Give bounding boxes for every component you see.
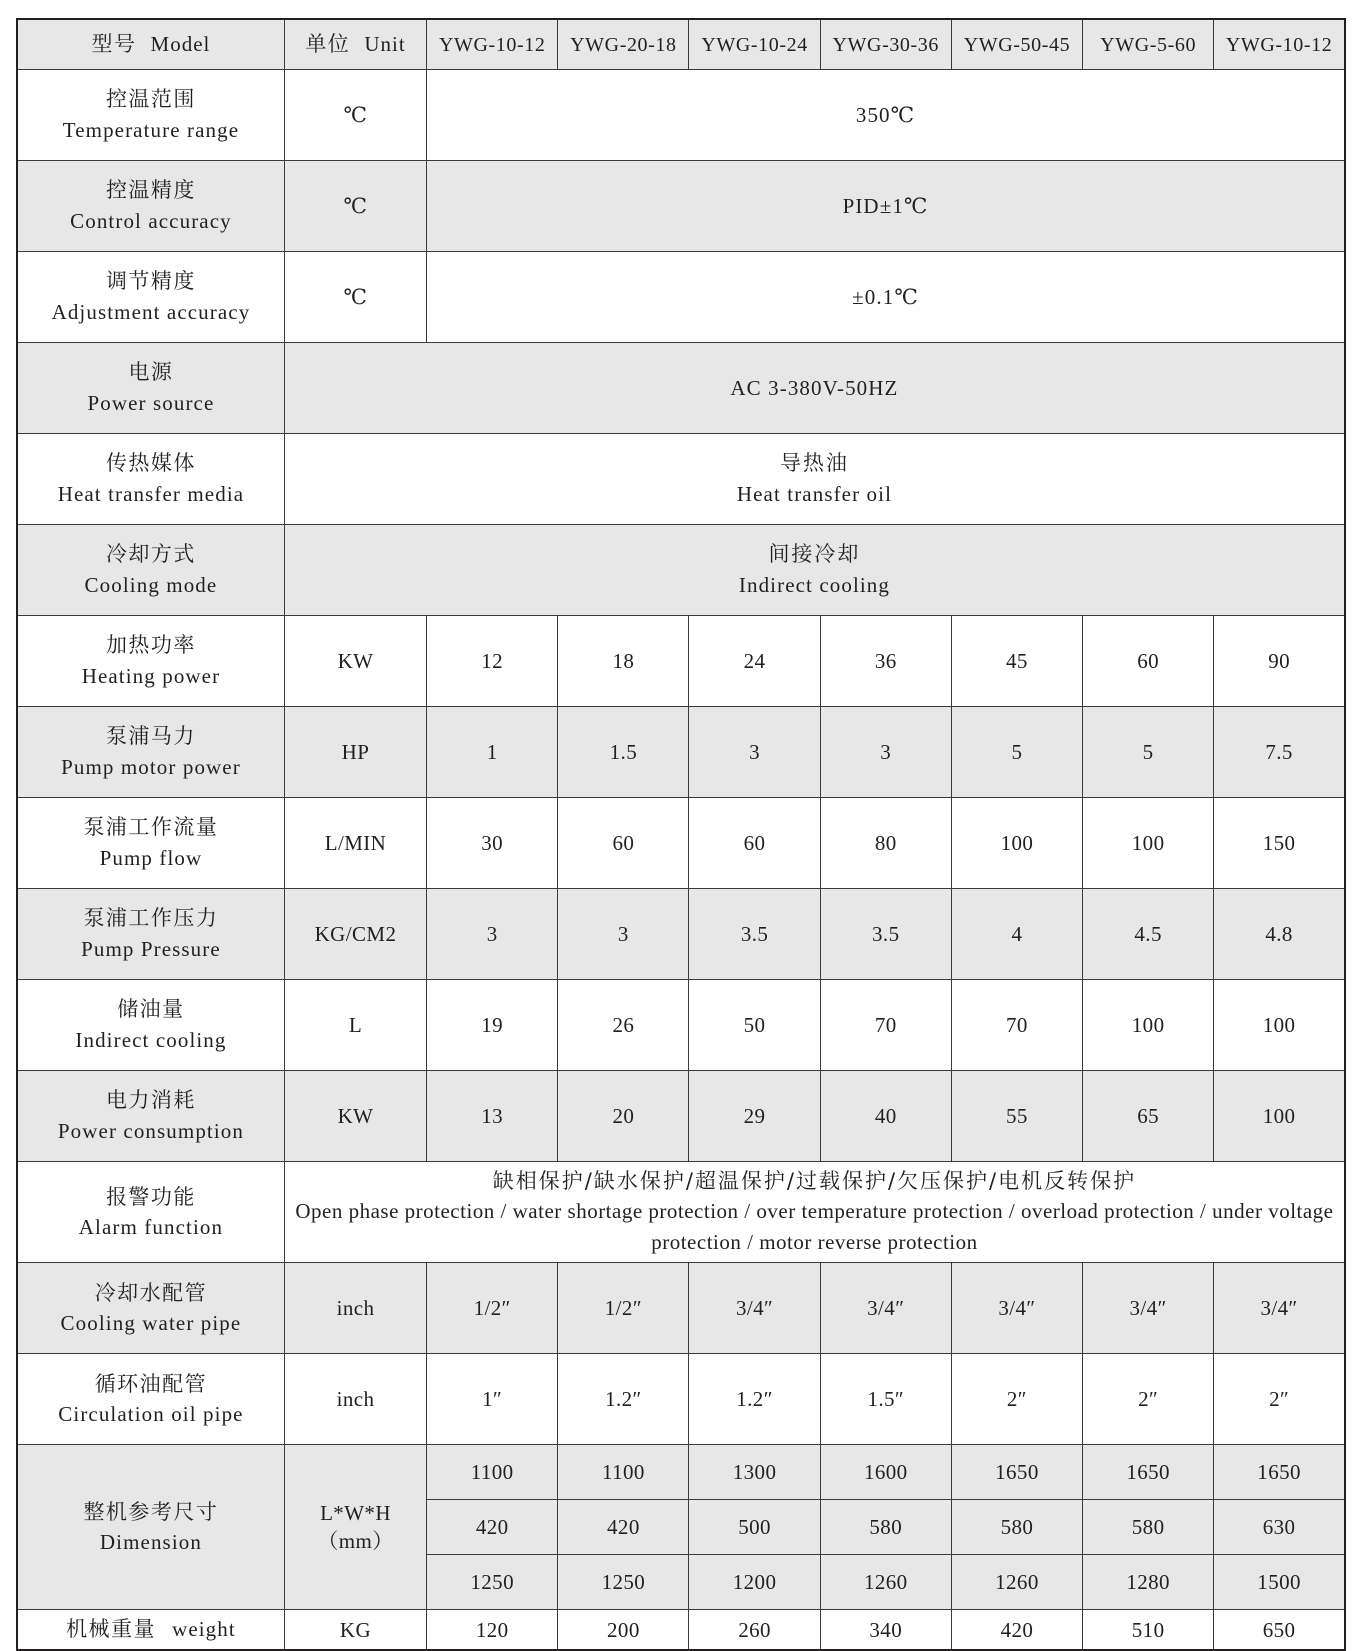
label-en: Pump motor power xyxy=(61,754,241,779)
row-15-value-4: 1.5″ xyxy=(820,1354,951,1445)
table-row xyxy=(17,797,1345,888)
row-8-value-3: 3 xyxy=(689,706,820,797)
label-en: Adjustment accuracy xyxy=(51,299,251,324)
row-7-value-6: 60 xyxy=(1083,615,1214,706)
row-unit-2: ℃ xyxy=(284,160,426,251)
row-11-value-6: 100 xyxy=(1083,979,1214,1070)
label-en: Cooling mode xyxy=(84,572,218,597)
weight-value-7: 650 xyxy=(1214,1610,1345,1650)
table-row xyxy=(17,615,1345,706)
table-row xyxy=(17,888,1345,979)
label-cn: 控温范围 xyxy=(105,87,196,112)
row-8-value-1: 1 xyxy=(427,706,558,797)
dimension-length-value-3: 1300 xyxy=(689,1445,820,1500)
weight-value-1: 120 xyxy=(427,1610,558,1650)
row-15-value-3: 1.2″ xyxy=(689,1354,820,1445)
row-8-value-6: 5 xyxy=(1083,706,1214,797)
weight-row xyxy=(17,1610,1345,1650)
header-model-en: Model xyxy=(150,32,211,57)
model-name: YWG-5-60 xyxy=(1100,34,1197,56)
row-12-value-1: 13 xyxy=(427,1070,558,1161)
row-span-value-6 xyxy=(284,524,1345,615)
label-en: Power source xyxy=(87,390,215,415)
row-label-5 xyxy=(17,433,284,524)
weight-label xyxy=(17,1610,284,1650)
table-row xyxy=(17,160,1345,251)
label-en: Pump Pressure xyxy=(81,936,221,961)
label-en: Cooling water pipe xyxy=(60,1311,242,1336)
header-model-6 xyxy=(1083,19,1214,69)
span-value: ±0.1℃ xyxy=(852,284,919,309)
row-8-value-5: 5 xyxy=(951,706,1082,797)
dimension-length-value-7: 1650 xyxy=(1214,1445,1345,1500)
span-value-cn: 导热油 xyxy=(779,451,849,476)
label-cn: 加热功率 xyxy=(105,633,196,658)
span-value-en: Heat transfer oil xyxy=(736,481,893,506)
row-10-value-6: 4.5 xyxy=(1083,888,1214,979)
row-unit-7: KW xyxy=(284,615,426,706)
row-10-value-1: 3 xyxy=(427,888,558,979)
row-11-value-4: 70 xyxy=(820,979,951,1070)
row-label-3 xyxy=(17,251,284,342)
row-unit-3: ℃ xyxy=(284,251,426,342)
span-value-en: Open phase protection / water shortage protection / over temperature protection / overload protection / under voltage protection / motor reverse protection xyxy=(295,1199,1334,1255)
label-en: Temperature range xyxy=(62,117,240,142)
row-label-7 xyxy=(17,615,284,706)
header-unit-cell xyxy=(284,19,426,69)
dimension-width-value-4: 580 xyxy=(820,1500,951,1555)
label-cn: 控温精度 xyxy=(105,178,196,203)
row-unit-1: ℃ xyxy=(284,69,426,160)
row-label-9 xyxy=(17,797,284,888)
row-span-value-3 xyxy=(427,251,1345,342)
row-9-value-5: 100 xyxy=(951,797,1082,888)
span-value: PID±1℃ xyxy=(842,193,929,218)
row-9-value-2: 60 xyxy=(558,797,689,888)
table-row xyxy=(17,1070,1345,1161)
dimension-label xyxy=(17,1445,284,1610)
span-value: 350℃ xyxy=(855,102,916,127)
label-cn: 储油量 xyxy=(117,997,185,1022)
row-unit-9: L/MIN xyxy=(284,797,426,888)
row-15-value-6: 2″ xyxy=(1083,1354,1214,1445)
row-9-value-3: 60 xyxy=(689,797,820,888)
header-model-3 xyxy=(689,19,820,69)
row-11-value-3: 50 xyxy=(689,979,820,1070)
model-name: YWG-10-12 xyxy=(438,34,546,56)
label-en: Dimension xyxy=(99,1530,202,1555)
weight-value-5: 420 xyxy=(951,1610,1082,1650)
row-11-value-5: 70 xyxy=(951,979,1082,1070)
row-15-value-5: 2″ xyxy=(951,1354,1082,1445)
header-model-5 xyxy=(951,19,1082,69)
dimension-width-value-7: 630 xyxy=(1214,1500,1345,1555)
header-unit-cn: 单位 xyxy=(305,32,351,57)
row-10-value-4: 3.5 xyxy=(820,888,951,979)
row-9-value-1: 30 xyxy=(427,797,558,888)
weight-value-3: 260 xyxy=(689,1610,820,1650)
row-12-value-7: 100 xyxy=(1214,1070,1345,1161)
dimension-length-value-1: 1100 xyxy=(427,1445,558,1500)
row-label-13 xyxy=(17,1161,284,1263)
label-en: Control accuracy xyxy=(70,208,232,233)
row-unit-15: inch xyxy=(284,1354,426,1445)
dimension-width-value-2: 420 xyxy=(558,1500,689,1555)
row-14-value-6: 3/4″ xyxy=(1083,1263,1214,1354)
dimension-length-value-6: 1650 xyxy=(1083,1445,1214,1500)
row-14-value-5: 3/4″ xyxy=(951,1263,1082,1354)
weight-value-2: 200 xyxy=(558,1610,689,1650)
dimension-height-value-7: 1500 xyxy=(1214,1555,1345,1610)
row-10-value-5: 4 xyxy=(951,888,1082,979)
row-7-value-3: 24 xyxy=(689,615,820,706)
row-9-value-4: 80 xyxy=(820,797,951,888)
dimension-unit: L*W*H（mm） xyxy=(284,1445,426,1610)
span-value-en: Indirect cooling xyxy=(738,572,891,597)
row-11-value-7: 100 xyxy=(1214,979,1345,1070)
label-cn: 整机参考尺寸 xyxy=(83,1499,219,1524)
header-unit-en: Unit xyxy=(364,32,406,57)
row-label-6 xyxy=(17,524,284,615)
table-row xyxy=(17,524,1345,615)
label-cn: 机械重量 xyxy=(66,1617,157,1642)
row-11-value-1: 19 xyxy=(427,979,558,1070)
row-15-value-1: 1″ xyxy=(427,1354,558,1445)
label-cn: 循环油配管 xyxy=(94,1371,208,1396)
weight-value-6: 510 xyxy=(1083,1610,1214,1650)
table-row xyxy=(17,1161,1345,1263)
dimension-length-value-4: 1600 xyxy=(820,1445,951,1500)
table-row xyxy=(17,69,1345,160)
header-model-1 xyxy=(427,19,558,69)
label-cn: 电源 xyxy=(128,360,174,385)
row-12-value-6: 65 xyxy=(1083,1070,1214,1161)
table-body xyxy=(17,19,1345,1650)
row-12-value-2: 20 xyxy=(558,1070,689,1161)
model-name: YWG-50-45 xyxy=(963,34,1071,56)
header-model-7 xyxy=(1214,19,1345,69)
row-14-value-1: 1/2″ xyxy=(427,1263,558,1354)
dimension-height-value-2: 1250 xyxy=(558,1555,689,1610)
model-name: YWG-10-12 xyxy=(1225,34,1333,56)
header-model-2 xyxy=(558,19,689,69)
row-unit-11: L xyxy=(284,979,426,1070)
label-cn: 泵浦工作压力 xyxy=(83,906,219,931)
label-cn: 泵浦马力 xyxy=(105,724,196,749)
dimension-height-value-6: 1280 xyxy=(1083,1555,1214,1610)
dimension-row xyxy=(17,1445,1345,1500)
row-label-12 xyxy=(17,1070,284,1161)
row-14-value-4: 3/4″ xyxy=(820,1263,951,1354)
label-cn: 调节精度 xyxy=(105,269,196,294)
table-row xyxy=(17,251,1345,342)
row-7-value-1: 12 xyxy=(427,615,558,706)
specification-table xyxy=(16,18,1346,1651)
dimension-length-value-5: 1650 xyxy=(951,1445,1082,1500)
model-name: YWG-30-36 xyxy=(832,34,939,56)
row-12-value-5: 55 xyxy=(951,1070,1082,1161)
dimension-height-value-5: 1260 xyxy=(951,1555,1082,1610)
row-9-value-6: 100 xyxy=(1083,797,1214,888)
row-7-value-2: 18 xyxy=(558,615,689,706)
row-11-value-2: 26 xyxy=(558,979,689,1070)
dimension-width-value-1: 420 xyxy=(427,1500,558,1555)
row-15-value-2: 1.2″ xyxy=(558,1354,689,1445)
row-unit-12: KW xyxy=(284,1070,426,1161)
label-cn: 报警功能 xyxy=(105,1184,196,1209)
model-name: YWG-20-18 xyxy=(570,34,677,56)
row-14-value-3: 3/4″ xyxy=(689,1263,820,1354)
row-8-value-2: 1.5 xyxy=(558,706,689,797)
row-label-4 xyxy=(17,342,284,433)
dimension-height-value-1: 1250 xyxy=(427,1555,558,1610)
row-14-value-7: 3/4″ xyxy=(1214,1263,1345,1354)
row-unit-14: inch xyxy=(284,1263,426,1354)
row-8-value-4: 3 xyxy=(820,706,951,797)
label-en: Power consumption xyxy=(57,1118,244,1143)
label-en: Heating power xyxy=(81,663,221,688)
row-span-value-2 xyxy=(427,160,1345,251)
header-model-4 xyxy=(820,19,951,69)
dimension-length-value-2: 1100 xyxy=(558,1445,689,1500)
label-cn: 传热媒体 xyxy=(105,451,196,476)
row-7-value-4: 36 xyxy=(820,615,951,706)
row-span-value-5 xyxy=(284,433,1345,524)
row-label-14 xyxy=(17,1263,284,1354)
label-cn: 冷却水配管 xyxy=(94,1280,208,1305)
table-row xyxy=(17,1263,1345,1354)
label-en: Alarm function xyxy=(78,1215,224,1240)
row-15-value-7: 2″ xyxy=(1214,1354,1345,1445)
table-row xyxy=(17,706,1345,797)
table-header-row xyxy=(17,19,1345,69)
row-10-value-3: 3.5 xyxy=(689,888,820,979)
row-span-value-1 xyxy=(427,69,1345,160)
span-value-cn: 缺相保护/缺水保护/超温保护/过载保护/欠压保护/电机反转保护 xyxy=(492,1168,1137,1193)
label-en: Heat transfer media xyxy=(57,481,245,506)
header-model-cell xyxy=(17,19,284,69)
label-en: Pump flow xyxy=(99,845,203,870)
label-cn: 泵浦工作流量 xyxy=(83,815,219,840)
dimension-height-value-3: 1200 xyxy=(689,1555,820,1610)
row-label-8 xyxy=(17,706,284,797)
row-12-value-4: 40 xyxy=(820,1070,951,1161)
dimension-width-value-6: 580 xyxy=(1083,1500,1214,1555)
row-10-value-7: 4.8 xyxy=(1214,888,1345,979)
row-7-value-5: 45 xyxy=(951,615,1082,706)
table-row xyxy=(17,342,1345,433)
dimension-width-value-5: 580 xyxy=(951,1500,1082,1555)
weight-value-4: 340 xyxy=(820,1610,951,1650)
span-value: AC 3-380V-50HZ xyxy=(730,375,899,400)
row-14-value-2: 1/2″ xyxy=(558,1263,689,1354)
row-8-value-7: 7.5 xyxy=(1214,706,1345,797)
table-row xyxy=(17,1354,1345,1445)
table-row xyxy=(17,433,1345,524)
weight-unit: KG xyxy=(284,1610,426,1650)
dimension-height-value-4: 1260 xyxy=(820,1555,951,1610)
row-unit-8: HP xyxy=(284,706,426,797)
label-en: Indirect cooling xyxy=(75,1027,227,1052)
row-label-11 xyxy=(17,979,284,1070)
row-label-1 xyxy=(17,69,284,160)
row-unit-10: KG/CM2 xyxy=(284,888,426,979)
label-cn: 冷却方式 xyxy=(105,542,196,567)
header-model-cn: 型号 xyxy=(91,32,137,57)
row-span-value-4 xyxy=(284,342,1345,433)
model-name: YWG-10-24 xyxy=(701,34,808,56)
label-cn: 电力消耗 xyxy=(105,1088,196,1113)
row-label-2 xyxy=(17,160,284,251)
label-en: Circulation oil pipe xyxy=(58,1402,244,1427)
row-12-value-3: 29 xyxy=(689,1070,820,1161)
row-10-value-2: 3 xyxy=(558,888,689,979)
row-7-value-7: 90 xyxy=(1214,615,1345,706)
label-en: weight xyxy=(172,1617,236,1642)
dimension-width-value-3: 500 xyxy=(689,1500,820,1555)
row-span-value-13 xyxy=(284,1161,1345,1263)
row-label-15 xyxy=(17,1354,284,1445)
span-value-cn: 间接冷却 xyxy=(768,542,861,567)
row-label-10 xyxy=(17,888,284,979)
row-9-value-7: 150 xyxy=(1214,797,1345,888)
table-row xyxy=(17,979,1345,1070)
